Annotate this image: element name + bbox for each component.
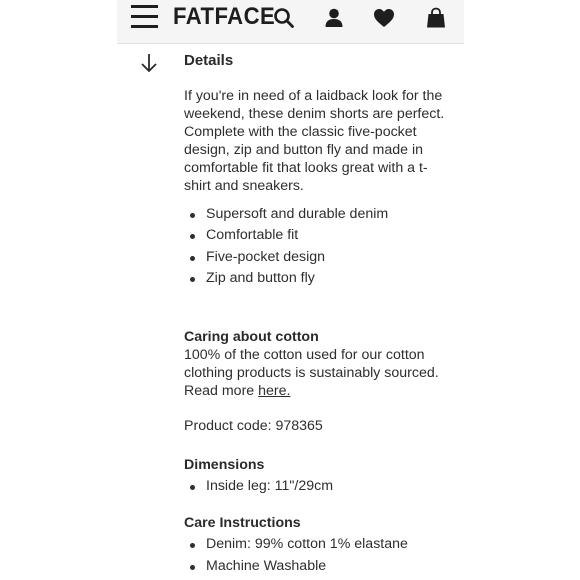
- dimensions-heading: Dimensions: [184, 457, 265, 474]
- product-code: Product code: 978365: [184, 418, 323, 435]
- product-page: [117, 0, 464, 580]
- bag-icon[interactable]: [424, 6, 448, 30]
- brand-logo[interactable]: FATFACE: [173, 3, 276, 30]
- list-item: Machine Washable: [184, 556, 454, 577]
- list-item: Supersoft and durable denim: [184, 204, 454, 225]
- feature-list: [184, 204, 454, 289]
- menu-icon[interactable]: [131, 5, 159, 29]
- search-icon[interactable]: [272, 6, 296, 30]
- caring-body: 100% of the cotton used for our cotton clothing products is sustainably sourced. Read more: [184, 347, 439, 400]
- product-description: If you're in need of a laidback look for the weekend, these denim shorts are perfect. Complete with the classic five-pocket design, zip and button fly and made in comfortable fit that looks great with a t-shirt and sneakers.: [184, 88, 445, 194]
- read-more-link[interactable]: here.: [258, 383, 291, 400]
- caring-text: [184, 346, 454, 400]
- list-item: Comfortable fit: [184, 225, 454, 246]
- care-section: [184, 514, 454, 577]
- list-item: Inside leg: 11"/29cm: [184, 476, 454, 497]
- caring-section: [184, 328, 454, 400]
- site-header: [117, 0, 464, 44]
- caring-heading: Caring about cotton: [184, 329, 319, 346]
- list-item: Denim: 99% cotton 1% elastane: [184, 534, 454, 555]
- list-item: Five-pocket design: [184, 247, 454, 268]
- dimensions-list: [184, 476, 454, 497]
- care-heading: Care Instructions: [184, 515, 301, 532]
- account-icon[interactable]: [322, 6, 346, 30]
- dimensions-section: [184, 456, 454, 497]
- care-list: [184, 534, 454, 577]
- list-item: Zip and button fly: [184, 268, 454, 289]
- details-title[interactable]: Details: [184, 52, 234, 69]
- details-panel: [184, 52, 454, 577]
- collapse-arrow-icon[interactable]: [139, 52, 159, 74]
- heart-icon[interactable]: [372, 6, 396, 30]
